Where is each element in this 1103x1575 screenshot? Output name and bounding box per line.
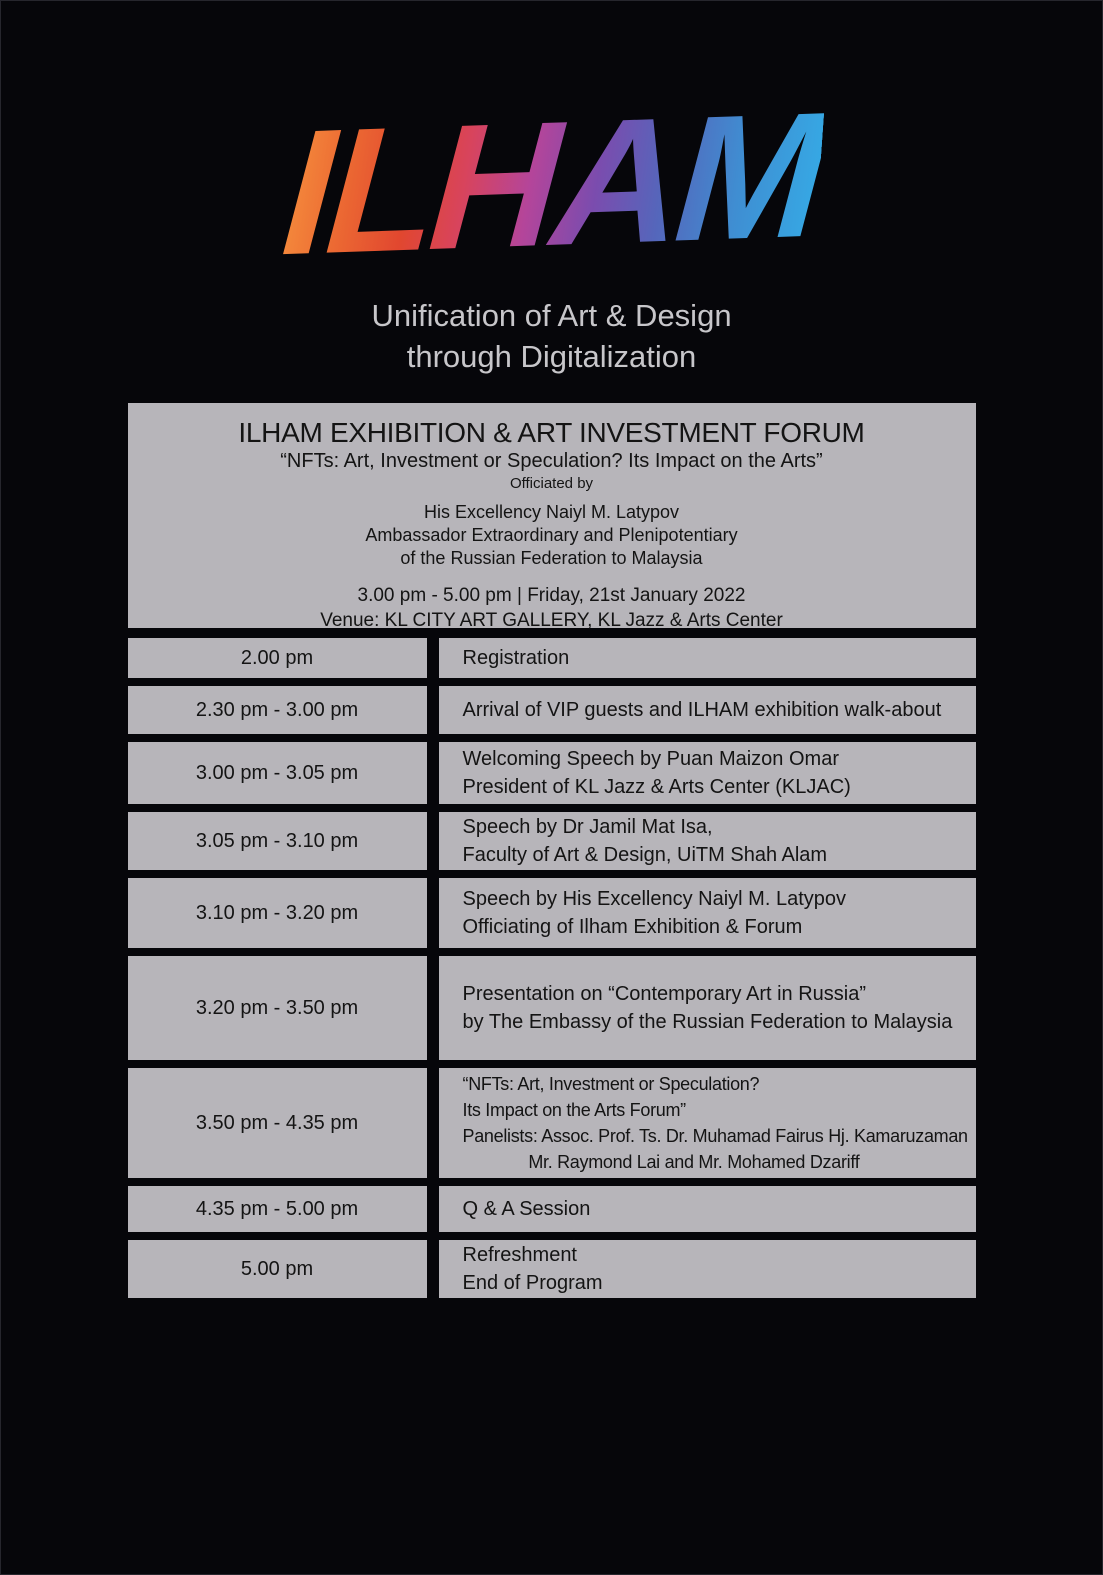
schedule-row (128, 1240, 976, 1298)
ilham-logo: ILHAM (277, 70, 827, 298)
schedule-description (439, 1068, 976, 1178)
schedule-row (128, 812, 976, 870)
event-subtitle: “NFTs: Art, Investment or Speculation? Its Impact on the Arts” (280, 450, 823, 472)
schedule-description-line: Speech by His Excellency Naiyl M. Latypov (462, 888, 846, 910)
schedule-description (439, 812, 976, 870)
schedule-description-line: President of KL Jazz & Arts Center (KLJAC) (462, 776, 851, 798)
schedule-description-line: Mr. Raymond Lai and Mr. Mohamed Dzariff (462, 1152, 860, 1172)
schedule-time: 3.10 pm - 3.20 pm (128, 878, 427, 948)
event-datetime: 3.00 pm - 5.00 pm | Friday, 21st January 2022 (357, 585, 746, 606)
schedule-time: 3.20 pm - 3.50 pm (128, 956, 427, 1060)
logo-section (1, 1, 1102, 377)
schedule-time: 3.50 pm - 4.35 pm (128, 1068, 427, 1178)
schedule-description (439, 638, 976, 678)
schedule-description-line: Arrival of VIP guests and ILHAM exhibition walk-about (462, 699, 942, 721)
event-header-box (128, 403, 976, 631)
schedule-description-line: Officiating of Ilham Exhibition & Forum (462, 916, 803, 938)
schedule-row (128, 686, 976, 734)
schedule-time: 2.30 pm - 3.00 pm (128, 686, 427, 734)
schedule-row (128, 1068, 976, 1178)
event-venue: Venue: KL CITY ART GALLERY, KL Jazz & Arts Center (320, 610, 783, 631)
schedule-row (128, 878, 976, 948)
tagline-line-1: Unification of Art & Design (371, 298, 732, 333)
schedule-description (439, 1240, 976, 1298)
schedule-description-line: Panelists: Assoc. Prof. Ts. Dr. Muhamad Fairus Hj. Kamaruzaman (462, 1126, 968, 1146)
guest-title-line-1: Ambassador Extraordinary and Plenipotentiary (365, 525, 738, 545)
schedule-description (439, 742, 976, 804)
schedule-row (128, 742, 976, 804)
schedule-table (128, 638, 976, 1298)
schedule-description-line: Registration (462, 647, 570, 669)
officiated-by-label: Officiated by (509, 475, 594, 492)
schedule-row (128, 956, 976, 1060)
schedule-description-line: Speech by Dr Jamil Mat Isa, (462, 816, 713, 838)
schedule-description-line: Its Impact on the Arts Forum” (462, 1100, 686, 1120)
schedule-description (439, 686, 976, 734)
tagline-line-2: through Digitalization (406, 339, 697, 374)
event-title: ILHAM EXHIBITION & ART INVESTMENT FORUM (238, 417, 865, 448)
schedule-description (439, 878, 976, 948)
schedule-time: 3.00 pm - 3.05 pm (128, 742, 427, 804)
tagline (1, 295, 1102, 377)
schedule-description (439, 956, 976, 1060)
guest-name: His Excellency Naiyl M. Latypov (423, 502, 680, 522)
guest-title-line-2: of the Russian Federation to Malaysia (400, 548, 703, 568)
schedule-time: 2.00 pm (128, 638, 427, 678)
schedule-description-line: “NFTs: Art, Investment or Speculation? (462, 1074, 760, 1094)
schedule-row (128, 638, 976, 678)
schedule-description-line: by The Embassy of the Russian Federation to Malaysia (462, 1011, 953, 1033)
schedule-description-line: End of Program (462, 1272, 603, 1294)
schedule-time: 5.00 pm (128, 1240, 427, 1298)
schedule-description (439, 1186, 976, 1232)
schedule-time: 3.05 pm - 3.10 pm (128, 812, 427, 870)
schedule-description-line: Q & A Session (462, 1198, 591, 1220)
schedule-time: 4.35 pm - 5.00 pm (128, 1186, 427, 1232)
schedule-description-line: Presentation on “Contemporary Art in Russia” (462, 983, 867, 1005)
schedule-description-line: Faculty of Art & Design, UiTM Shah Alam (462, 844, 828, 866)
schedule-row (128, 1186, 976, 1232)
schedule-description-line: Refreshment (462, 1244, 577, 1266)
schedule-description-line: Welcoming Speech by Puan Maizon Omar (462, 748, 839, 770)
